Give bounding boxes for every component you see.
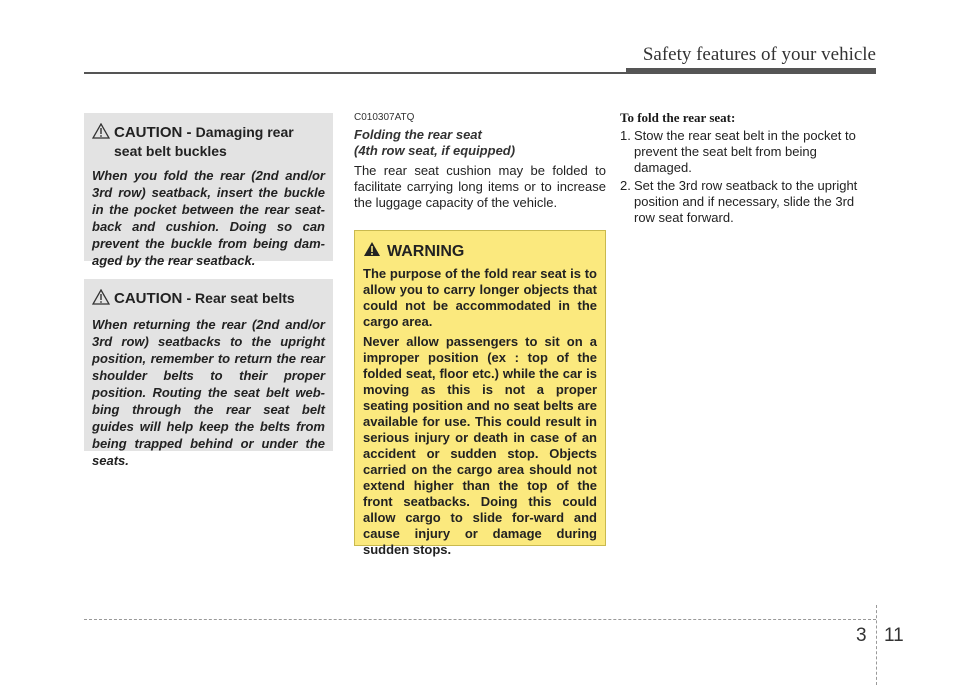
- caution-word: CAUTION -: [114, 124, 192, 141]
- warning-text-1: The purpose of the fold rear seat is to allow you to carry longer objects that could not be accommodated in the cargo area.: [363, 266, 597, 329]
- warning-heading: [363, 241, 597, 262]
- caution-triangle-icon: [92, 289, 114, 310]
- procedure-title: To fold the rear seat:: [620, 110, 736, 125]
- caution-body: When returning the rear (2nd and/or 3rd row) seatbacks to the upright position, remember to return the rear shoulder belts to their proper position. Routing the seat belt web-bing through the rear seat belt guides will help keep the belts from being trapped behind or under the seats.: [92, 317, 325, 468]
- chapter-number: 3: [856, 625, 867, 646]
- right-column: [620, 110, 878, 228]
- section-code: C010307ATQ: [354, 112, 415, 123]
- caution-subject: Damaging rear seat belt buckles: [114, 124, 294, 159]
- section-paragraph: The rear seat cushion may be folded to facilitate carrying long items or to increase the luggage capacity of the vehicle.: [354, 163, 606, 210]
- warning-text-2: Never allow passengers to sit on a improper position (ex : top of the folded seat, floor etc.) while the car is moving as this is not a proper seating position and no seat belts are available for use. This could result in serious injury or death in case of an accident or sudden stop. Objects carried on the cargo area should not extend higher than the top of the front seatbacks. Doing this could allow cargo to slide for-ward and cause injury or damage during sudden stops.: [363, 334, 597, 557]
- step-number: 2.: [620, 178, 631, 193]
- caution-box-rear-belts: [84, 279, 333, 468]
- page-number: 11: [884, 625, 904, 646]
- footer-divider: [876, 605, 877, 685]
- caution-box-buckles: [84, 113, 333, 268]
- warning-title: WARNING: [387, 242, 465, 260]
- caution-heading: [92, 289, 325, 310]
- section-title-line1: Folding the rear seat: [354, 127, 482, 142]
- step-text: Set the 3rd row seatback to the upright position and if necessary, slide the 3rd row seat forward.: [634, 178, 858, 225]
- procedure-step: [620, 128, 878, 176]
- header-accent-bar: [626, 68, 876, 74]
- warning-triangle-icon: [363, 241, 381, 262]
- procedure-step: [620, 178, 878, 226]
- step-text: Stow the rear seat belt in the pocket to prevent the seat belt from being damaged.: [634, 128, 856, 175]
- step-number: 1.: [620, 128, 631, 143]
- section-title: [354, 127, 606, 159]
- caution-heading: [92, 123, 325, 161]
- caution-subject: - Rear seat belts: [186, 290, 295, 306]
- caution-body: When you fold the rear (2nd and/or 3rd row) seatback, insert the buckle in the pocket between the rear seat-back and cushion. Doing so can prevent the buckle from being dam-aged by the rear seatback.: [92, 168, 325, 268]
- caution-word: CAUTION: [114, 290, 183, 307]
- page-header-title: Safety features of your vehicle: [642, 44, 876, 65]
- section-title-line2: (4th row seat, if equipped): [354, 143, 516, 158]
- warning-box: [354, 230, 606, 557]
- caution-triangle-icon: [92, 123, 114, 144]
- footer-rule: [84, 619, 876, 620]
- middle-column: [354, 112, 606, 211]
